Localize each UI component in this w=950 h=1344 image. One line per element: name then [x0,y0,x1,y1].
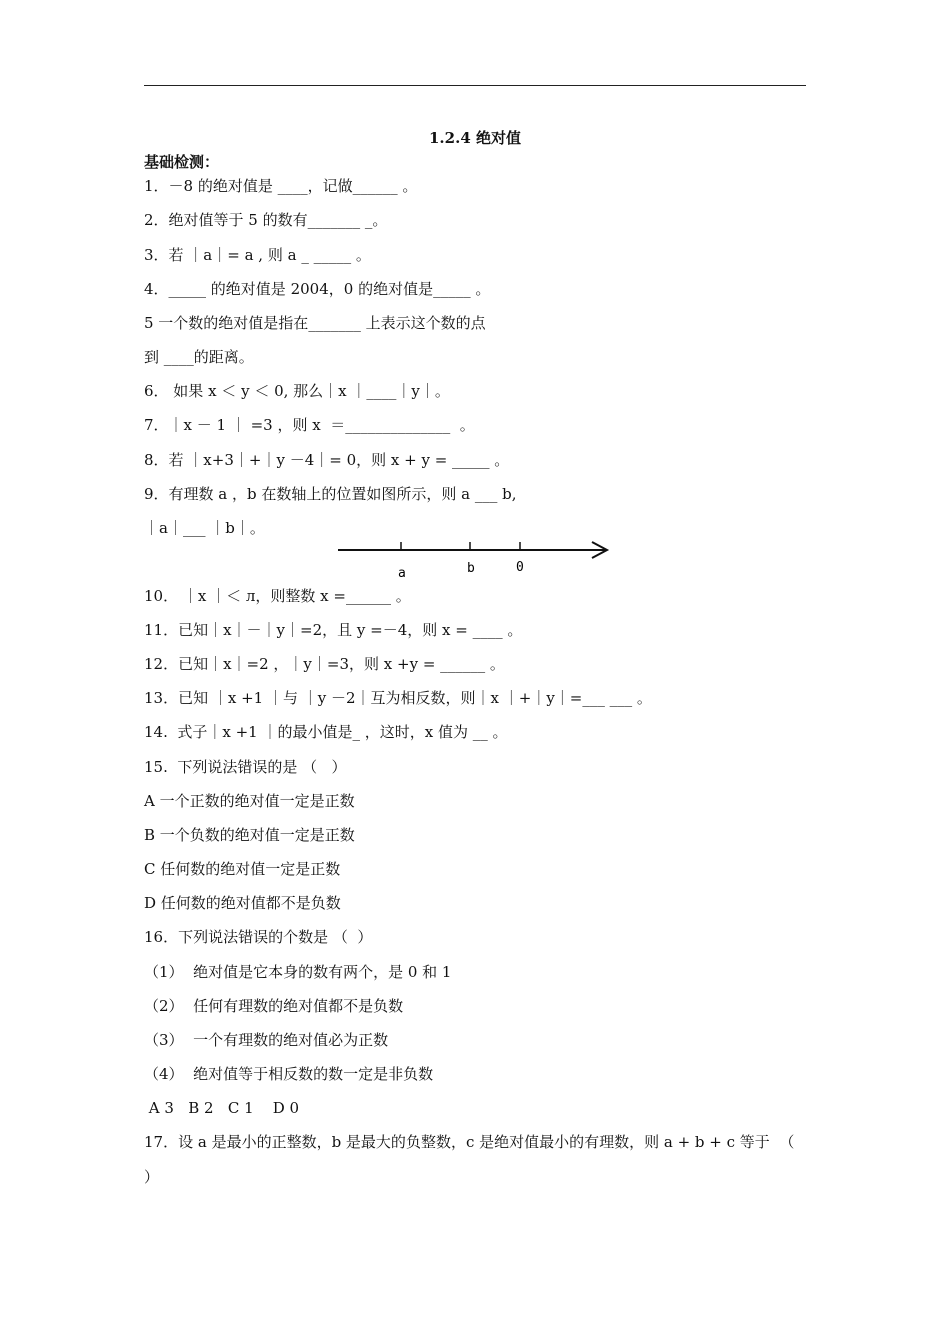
question-4: 4．_____ 的绝对值是 2004，0 的绝对值是_____ 。 [144,280,491,298]
question-3: 3．若 ｜a｜= a , 则 a _ _____ 。 [144,246,371,264]
label-a: a [398,566,406,581]
question-15: 15. 下列说法错误的是 （ ） [144,758,347,776]
question-16-options: A 3 B 2 C 1 D 0 [144,1099,300,1117]
option-c: C 任何数的绝对值一定是正数 [144,860,341,878]
question-9-cont: ｜a｜___ ｜b｜。 [144,519,265,537]
question-1: 1．－8 的绝对值是 ____，记做______ 。 [144,177,418,195]
option-b: B 一个负数的绝对值一定是正数 [144,826,355,844]
question-6: 6． 如果 x ＜ y ＜ 0, 那么｜x ｜____｜y｜。 [144,382,450,400]
number-line-figure [330,534,620,584]
statement-4: （4） 绝对值等于相反数的数一定是非负数 [144,1065,434,1083]
question-11: 11．已知｜x｜－｜y｜=2，且 y =－4，则 x = ____ 。 [144,621,523,639]
question-5-cont: 到 ____的距离。 [144,348,254,366]
label-b: b [467,561,475,576]
question-8: 8．若 ｜x+3｜+｜y －4｜= 0，则 x + y = _____ 。 [144,451,510,469]
section-heading: 基础检测： [144,153,220,171]
question-17-cont: ） [144,1168,160,1186]
question-10: 10． ｜x ｜＜ л，则整数 x =______ 。 [144,587,411,605]
question-2: 2．绝对值等于 5 的数有_______ _。 [144,211,388,229]
question-9: 9．有理数 a ，b 在数轴上的位置如图所示，则 a ___ b, [144,485,517,503]
statement-3: （3） 一个有理数的绝对值必为正数 [144,1031,389,1049]
option-d: D 任何数的绝对值都不是负数 [144,894,341,912]
label-0: 0 [516,560,524,575]
question-13: 13．已知 ｜x +1 ｜与 ｜y －2｜互为相反数，则｜x ｜+｜y｜=___ ___ 。 [144,689,652,707]
statement-2: （2） 任何有理数的绝对值都不是负数 [144,997,404,1015]
question-7: 7．｜x － 1 ｜ =3 ，则 x ＝______________ 。 [144,416,475,434]
question-14: 14. 式子｜x +1 ｜的最小值是_ ，这时，x 值为 __ 。 [144,723,508,741]
question-17: 17．设 a 是最小的正整数，b 是最大的负整数，c 是绝对值最小的有理数，则 a + b + c 等于 （ [144,1133,795,1151]
statement-1: （1） 绝对值是它本身的数有两个，是 0 和 1 [144,963,452,981]
option-a: A 一个正数的绝对值一定是正数 [144,792,355,810]
question-5: 5 一个数的绝对值是指在_______ 上表示这个数的点 [144,314,486,332]
question-16: 16．下列说法错误的个数是 （ ） [144,928,373,946]
question-12: 12．已知｜x｜=2 ，｜y｜=3，则 x +y = ______ 。 [144,655,505,673]
header-rule [144,85,806,86]
page-title: 1.2.4 绝对值 [429,129,521,147]
